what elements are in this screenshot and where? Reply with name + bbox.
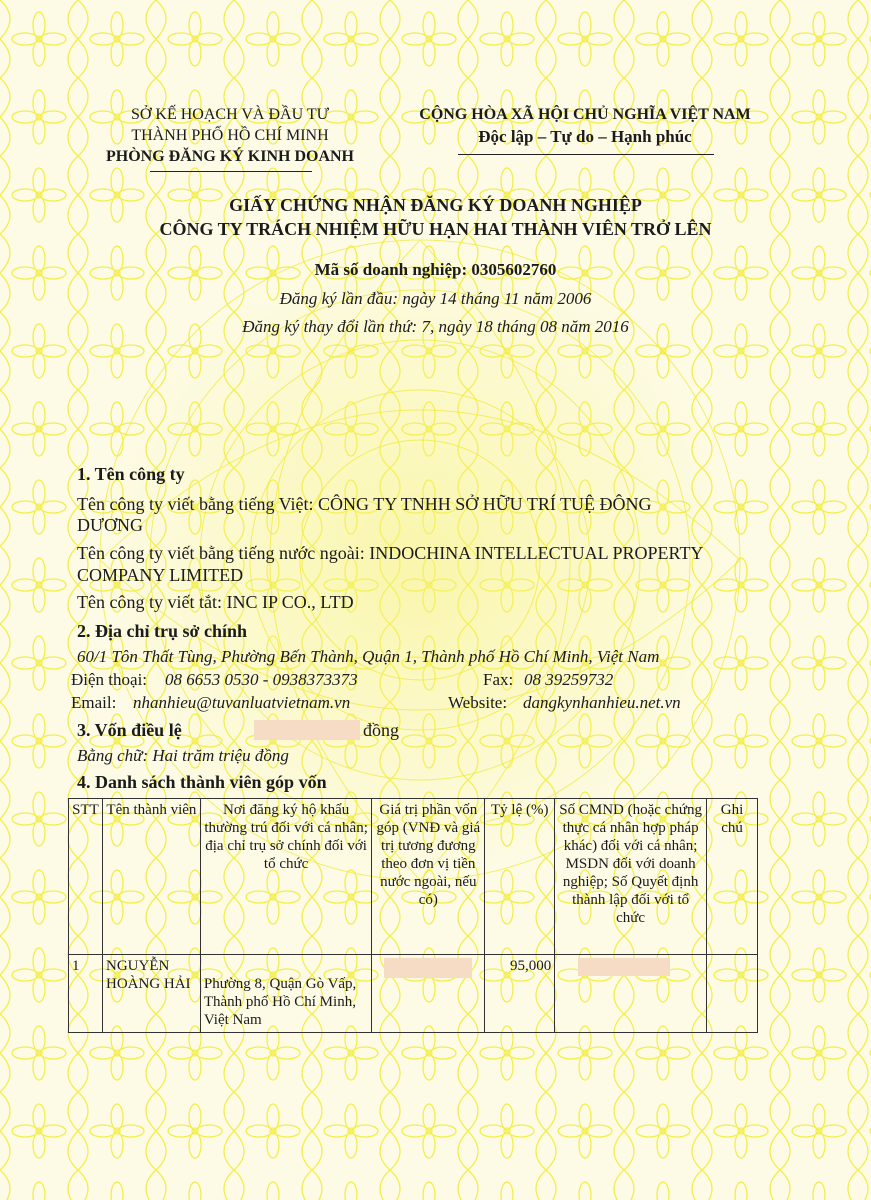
column-header-member-name: Tên thành viên <box>102 799 200 955</box>
website-value: dangkynhanhieu.net.vn <box>523 693 681 712</box>
column-header-capital-value: Giá trị phần vốn góp (VNĐ và giá trị tương đương theo đơn vị tiền nước ngoài, nếu có) <box>372 799 485 955</box>
motto-underline <box>458 154 714 155</box>
column-header-stt: STT <box>69 799 103 955</box>
fax-label: Fax: <box>483 670 514 689</box>
foreign-name-line-2: COMPANY LIMITED <box>77 565 244 585</box>
phone-label: Điện thoại: <box>71 670 148 689</box>
table-row <box>69 955 758 1033</box>
title-line-1: GIẤY CHỨNG NHẬN ĐĂNG KÝ DOANH NGHIỆP <box>229 195 642 215</box>
authority-underline <box>150 171 312 172</box>
column-header-note: Ghi chú <box>707 799 758 955</box>
cell-member-name: NGUYỄN HOÀNG HẢI <box>102 955 200 1033</box>
charter-capital-redacted <box>254 720 360 740</box>
section-1-heading: 1. Tên công ty <box>77 464 185 484</box>
title-line-2: CÔNG TY TRÁCH NHIỆM HỮU HẠN HAI THÀNH VIÊN TRỞ LÊN <box>159 219 712 239</box>
national-header <box>400 104 770 148</box>
cell-id-number <box>555 955 707 1033</box>
id-number-redacted <box>578 958 670 976</box>
section-4-heading: 4. Danh sách thành viên góp vốn <box>77 772 327 792</box>
capital-unit: đồng <box>363 720 399 740</box>
section-2-heading: 2. Địa chỉ trụ sở chính <box>77 621 247 641</box>
section-3-heading: 3. Vốn điều lệ <box>77 720 182 740</box>
vietnamese-name-line-2: DƯƠNG <box>77 515 143 535</box>
capital-in-words: Bằng chữ: Hai trăm triệu đồng <box>77 746 289 765</box>
authority-line-2: THÀNH PHỐ HỒ CHÍ MINH <box>131 127 329 144</box>
national-motto: Độc lập – Tự do – Hạnh phúc <box>478 127 692 146</box>
cell-stt: 1 <box>69 955 103 1033</box>
email-label: Email: <box>71 693 117 712</box>
enterprise-code: Mã số doanh nghiệp: 0305602760 <box>314 260 557 279</box>
cell-note <box>707 955 758 1033</box>
table-header-row <box>69 799 758 955</box>
column-header-id-number: Số CMND (hoặc chứng thực cá nhân hợp pháp khác) đối với cá nhân; MSDN đối với doanh nghiệp; Số Quyết định thành lập đối với tổ chức <box>555 799 707 955</box>
capital-value-redacted <box>384 958 472 978</box>
fax-value: 08 39259732 <box>524 670 614 689</box>
members-table <box>68 798 758 1033</box>
first-registration: Đăng ký lần đầu: ngày 14 tháng 11 năm 2006 <box>279 289 592 308</box>
head-office-address: 60/1 Tôn Thất Tùng, Phường Bến Thành, Quận 1, Thành phố Hồ Chí Minh, Việt Nam <box>77 647 660 666</box>
national-title: CỘNG HÒA XÃ HỘI CHỦ NGHĨA VIỆT NAM <box>419 106 751 123</box>
vietnamese-name-line-1: Tên công ty viết bằng tiếng Việt: CÔNG TY TNHH SỞ HỮU TRÍ TUỆ ĐÔNG <box>77 494 652 514</box>
authority-line-1: SỞ KẾ HOẠCH VÀ ĐẦU TƯ <box>130 106 330 123</box>
phone-value: 08 6653 0530 - 0938373373 <box>165 670 358 689</box>
change-registration: Đăng ký thay đổi lần thứ: 7, ngày 18 tháng 08 năm 2016 <box>242 317 629 336</box>
short-name: Tên công ty viết tắt: INC IP CO., LTD <box>77 592 354 612</box>
cell-capital-value <box>372 955 485 1033</box>
authority-line-3: PHÒNG ĐĂNG KÝ KINH DOANH <box>106 148 354 165</box>
foreign-name-line-1: Tên công ty viết bằng tiếng nước ngoài: INDOCHINA INTELLECTUAL PROPERTY <box>77 543 704 563</box>
column-header-residence: Nơi đăng ký hộ khẩu thường trú đối với cá nhân; địa chỉ trụ sở chính đối với tổ chức <box>200 799 372 955</box>
cell-ratio: 95,000 <box>485 955 555 1033</box>
website-label: Website: <box>448 693 508 712</box>
cell-residence: Phường 8, Quận Gò Vấp, Thành phố Hồ Chí Minh, Việt Nam <box>200 955 372 1033</box>
certificate-title <box>0 193 871 241</box>
email-value: nhanhieu@tuvanluatvietnam.vn <box>133 693 351 712</box>
issuing-authority <box>70 104 390 167</box>
column-header-ratio: Tỷ lệ (%) <box>485 799 555 955</box>
